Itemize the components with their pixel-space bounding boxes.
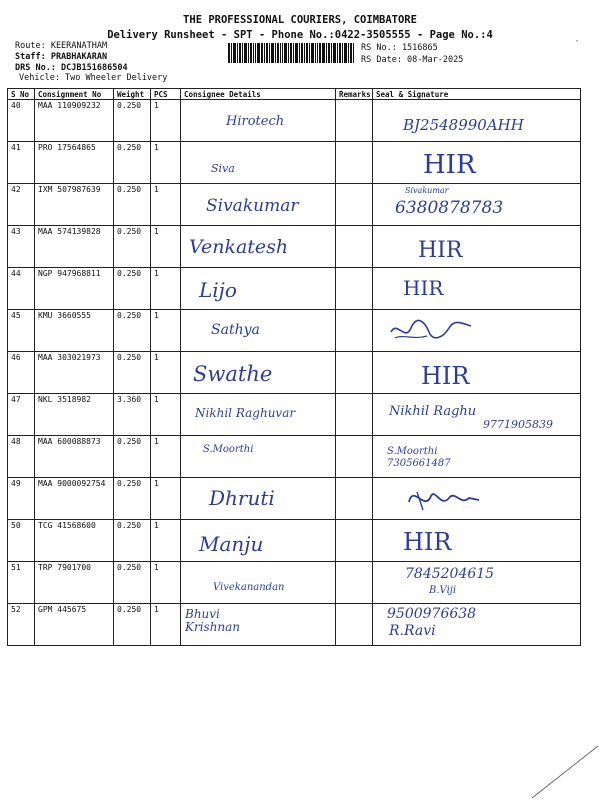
consignee-handwriting: Nikhil Raghuvar — [195, 406, 296, 420]
col-consignment: Consignment No — [35, 89, 114, 100]
rs-date: RS Date: 08-Mar-2025 — [361, 55, 464, 65]
consignee-cell — [181, 436, 336, 478]
consignment-cell: TCG 41568600 — [35, 520, 114, 562]
sno-cell: 43 — [8, 226, 35, 268]
table-row — [8, 184, 581, 226]
table-row — [8, 562, 581, 604]
weight-cell: 3.360 — [114, 394, 151, 436]
consignee-cell — [181, 604, 336, 646]
consignee-handwriting: Swathe — [193, 362, 273, 386]
weight-cell: 0.250 — [114, 100, 151, 142]
barcode — [228, 43, 354, 63]
seal-cell — [373, 352, 581, 394]
seal-cell — [373, 142, 581, 184]
sno-cell: 50 — [8, 520, 35, 562]
consignee-cell — [181, 352, 336, 394]
consignment-cell: TRP 7901700 — [35, 562, 114, 604]
sno-cell: 51 — [8, 562, 35, 604]
runsheet-subtitle: Delivery Runsheet - SPT - Phone No.:0422-3505555 - Page No.:4 — [107, 29, 493, 41]
table-row — [8, 310, 581, 352]
consignee-handwriting: Vivekanandan — [213, 582, 285, 593]
weight-cell: 0.250 — [114, 184, 151, 226]
seal-handwriting: HIR — [423, 150, 476, 180]
sno-cell: 49 — [8, 478, 35, 520]
consignee-cell — [181, 562, 336, 604]
route-label: Route: KEERANATHAM — [15, 41, 108, 51]
weight-cell: 0.250 — [114, 562, 151, 604]
table-row — [8, 268, 581, 310]
consignment-cell: MAA 303021973 — [35, 352, 114, 394]
seal-cell — [373, 310, 581, 352]
col-weight: Weight — [114, 89, 151, 100]
seal-cell — [373, 394, 581, 436]
consignee-handwriting: Dhruti — [209, 486, 275, 510]
col-remarks: Remarks — [336, 89, 373, 100]
table-row — [8, 100, 581, 142]
weight-cell: 0.250 — [114, 436, 151, 478]
weight-cell: 0.250 — [114, 310, 151, 352]
seal-cell — [373, 268, 581, 310]
seal-handwriting: Nikhil Raghu — [389, 404, 477, 419]
consignee-cell — [181, 142, 336, 184]
pcs-cell: 1 — [151, 520, 181, 562]
consignee-handwriting: Hirotech — [226, 114, 285, 129]
weight-cell: 0.250 — [114, 520, 151, 562]
consignment-cell: NGP 947968811 — [35, 268, 114, 310]
pcs-cell: 1 — [151, 310, 181, 352]
remarks-cell — [336, 436, 373, 478]
fold-mark — [530, 742, 600, 800]
weight-cell: 0.250 — [114, 478, 151, 520]
company-title: THE PROFESSIONAL COURIERS, COIMBATORE — [183, 14, 417, 26]
consignee-handwriting: Bhuvi Krishnan — [185, 607, 241, 634]
consignee-cell — [181, 520, 336, 562]
signature-scribble — [385, 316, 475, 346]
pcs-cell: 1 — [151, 184, 181, 226]
consignee-handwriting: Sathya — [211, 322, 260, 338]
corner-mark: · — [574, 36, 581, 47]
table-row — [8, 142, 581, 184]
seal-handwriting: HIR — [403, 276, 444, 300]
seal-handwriting: HIR — [403, 528, 452, 556]
col-sno: S No — [8, 89, 35, 100]
seal-cell — [373, 436, 581, 478]
col-consignee: Consignee Details — [181, 89, 336, 100]
consignee-handwriting: Venkatesh — [189, 236, 289, 258]
table-row — [8, 604, 581, 646]
pcs-cell: 1 — [151, 478, 181, 520]
sno-cell: 47 — [8, 394, 35, 436]
consignment-cell: PRO 17564865 — [35, 142, 114, 184]
pcs-cell: 1 — [151, 562, 181, 604]
weight-cell: 0.250 — [114, 352, 151, 394]
sno-cell: 44 — [8, 268, 35, 310]
seal-cell — [373, 604, 581, 646]
remarks-cell — [336, 562, 373, 604]
sno-cell: 41 — [8, 142, 35, 184]
consignee-handwriting: Siva — [211, 162, 235, 175]
pcs-cell: 1 — [151, 226, 181, 268]
consignee-cell — [181, 184, 336, 226]
seal-handwriting: 6380878783 — [395, 198, 504, 218]
seal-signature-small: B.Viji — [429, 585, 457, 596]
remarks-cell — [336, 352, 373, 394]
seal-cell — [373, 100, 581, 142]
vehicle-label: Vehicle: Two Wheeler Delivery — [19, 73, 168, 83]
col-seal: Seal & Signature — [373, 89, 581, 100]
table-row — [8, 394, 581, 436]
drs-label: DRS No.: DCJB151686504 — [15, 63, 128, 73]
table-header-row — [8, 89, 581, 100]
table-row — [8, 352, 581, 394]
sno-cell: 42 — [8, 184, 35, 226]
remarks-cell — [336, 520, 373, 562]
consignee-cell — [181, 310, 336, 352]
runsheet-table — [7, 88, 581, 646]
seal-phone: 9771905839 — [483, 418, 553, 431]
pcs-cell: 1 — [151, 394, 181, 436]
remarks-cell — [336, 100, 373, 142]
table-row — [8, 226, 581, 268]
sno-cell: 48 — [8, 436, 35, 478]
remarks-cell — [336, 226, 373, 268]
seal-handwriting: HIR — [418, 238, 463, 263]
weight-cell: 0.250 — [114, 268, 151, 310]
consignee-handwriting: S.Moorthi — [203, 444, 254, 455]
seal-handwriting: 9500976638 — [387, 606, 477, 622]
consignment-cell: KMU 3660555 — [35, 310, 114, 352]
pcs-cell: 1 — [151, 604, 181, 646]
seal-cell — [373, 562, 581, 604]
seal-cell — [373, 226, 581, 268]
remarks-cell — [336, 478, 373, 520]
remarks-cell — [336, 604, 373, 646]
consignee-cell — [181, 268, 336, 310]
pcs-cell: 1 — [151, 352, 181, 394]
staff-label: Staff: PRABHAKARAN — [15, 52, 108, 62]
seal-handwriting: S.Moorthi — [387, 446, 438, 457]
remarks-cell — [336, 268, 373, 310]
table-row — [8, 478, 581, 520]
consignment-cell: GPM 445675 — [35, 604, 114, 646]
consignee-cell — [181, 226, 336, 268]
seal-handwriting: HIR — [421, 362, 470, 390]
signature-scribble — [403, 482, 483, 516]
sno-cell: 52 — [8, 604, 35, 646]
seal-handwriting: 7845204615 — [405, 566, 495, 582]
consignee-handwriting: Manju — [199, 532, 264, 556]
consignee-handwriting: Sivakumar — [206, 196, 299, 216]
seal-signature-small: Sivakumar — [405, 186, 449, 195]
pcs-cell: 1 — [151, 100, 181, 142]
table-row — [8, 520, 581, 562]
consignment-cell: MAA 574139828 — [35, 226, 114, 268]
weight-cell: 0.250 — [114, 604, 151, 646]
consignment-cell: NKL 3518982 — [35, 394, 114, 436]
seal-handwriting: BJ2548990AHH — [403, 116, 524, 134]
col-pcs: PCS — [151, 89, 181, 100]
pcs-cell: 1 — [151, 268, 181, 310]
consignment-cell: IXM 507987639 — [35, 184, 114, 226]
consignee-cell — [181, 394, 336, 436]
consignment-cell: MAA 110909232 — [35, 100, 114, 142]
remarks-cell — [336, 184, 373, 226]
weight-cell: 0.250 — [114, 142, 151, 184]
sno-cell: 46 — [8, 352, 35, 394]
consignment-cell: MAA 9000092754 — [35, 478, 114, 520]
pcs-cell: 1 — [151, 142, 181, 184]
seal-cell — [373, 520, 581, 562]
pcs-cell: 1 — [151, 436, 181, 478]
sno-cell: 45 — [8, 310, 35, 352]
consignee-handwriting: Lijo — [199, 278, 237, 302]
seal-signature-small: R.Ravi — [389, 623, 436, 639]
seal-cell — [373, 478, 581, 520]
weight-cell: 0.250 — [114, 226, 151, 268]
consignment-cell: MAA 600088873 — [35, 436, 114, 478]
remarks-cell — [336, 310, 373, 352]
consignee-cell — [181, 100, 336, 142]
remarks-cell — [336, 394, 373, 436]
seal-phone: 7305661487 — [387, 458, 451, 469]
consignee-cell — [181, 478, 336, 520]
table-row — [8, 436, 581, 478]
remarks-cell — [336, 142, 373, 184]
seal-cell — [373, 184, 581, 226]
sno-cell: 40 — [8, 100, 35, 142]
rs-number: RS No.: 1516865 — [361, 43, 438, 53]
